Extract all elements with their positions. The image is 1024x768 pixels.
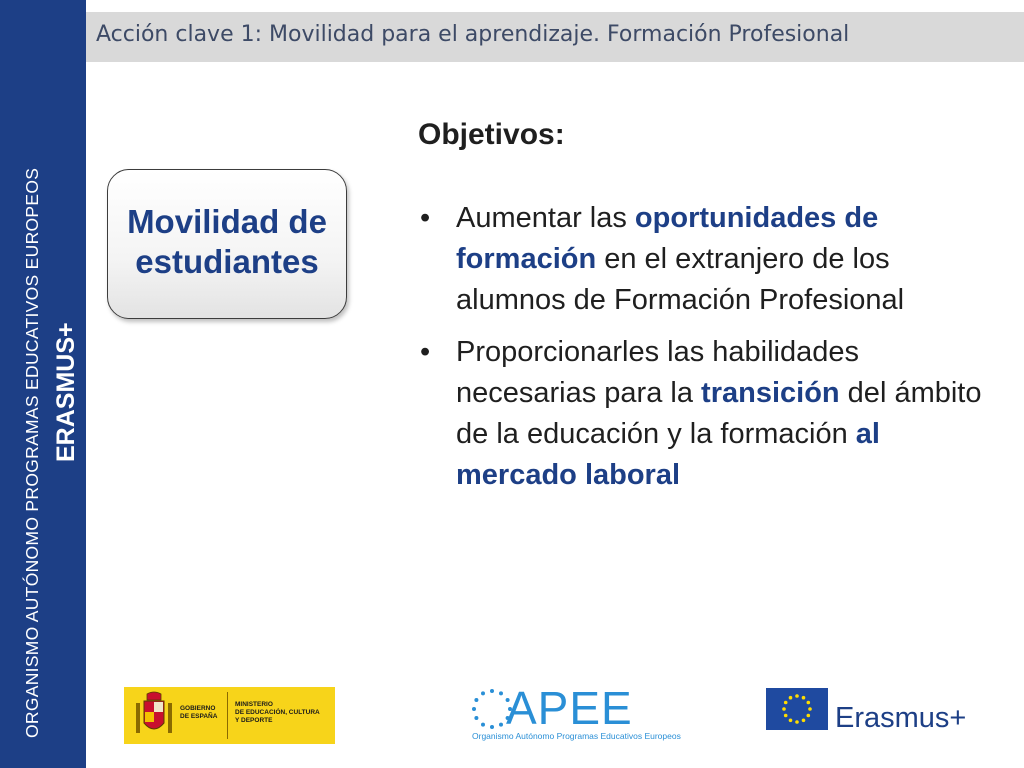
oapee-wordmark: APEE bbox=[506, 682, 633, 734]
sidebar-org-text: ORGANISMO AUTÓNOMO PROGRAMAS EDUCATIVOS EUROPEOS bbox=[22, 167, 42, 738]
objective-text: Aumentar las bbox=[456, 202, 635, 234]
eu-flag-icon bbox=[766, 688, 828, 730]
page-title: Acción clave 1: Movilidad para el aprendizaje. Formación Profesional bbox=[96, 22, 850, 47]
objective-text: Proporcionarles las habilidades necesarias para la bbox=[456, 336, 860, 409]
objective-emphasis: al mercado laboral bbox=[456, 418, 880, 491]
objective-text: del ámbito de la educación y la formación bbox=[456, 377, 982, 450]
sidebar-band bbox=[0, 0, 86, 768]
bullet-icon: • bbox=[420, 336, 431, 368]
ministerio-text: MINISTERIO DE EDUCACIÓN, CULTURA Y DEPORTE bbox=[235, 701, 320, 724]
gobierno-text: GOBIERNO DE ESPAÑA bbox=[180, 705, 218, 720]
objective-emphasis: oportunidades de formación bbox=[456, 202, 879, 275]
bullet-icon: • bbox=[420, 202, 431, 234]
objective-item bbox=[418, 332, 998, 496]
gobierno-logo bbox=[124, 687, 335, 744]
erasmus-logo bbox=[766, 688, 986, 738]
coat-of-arms-icon bbox=[134, 691, 174, 741]
oapee-subtitle: Organismo Autónomo Programas Educativos Europeos bbox=[472, 731, 681, 741]
erasmus-wordmark: Erasmus+ bbox=[835, 702, 967, 734]
objective-emphasis: transición bbox=[701, 377, 840, 409]
oapee-logo bbox=[470, 682, 681, 745]
objectives-heading: Objetivos: bbox=[418, 118, 565, 151]
topic-box bbox=[107, 169, 347, 319]
logo-divider bbox=[227, 692, 228, 739]
topic-box-label: Movilidad de estudiantes bbox=[127, 203, 327, 280]
objective-item bbox=[418, 198, 998, 321]
sidebar-program-text: ERASMUS+ bbox=[52, 322, 80, 462]
objective-text: en el extranjero de los alumnos de Formación Profesional bbox=[456, 243, 905, 316]
title-bar bbox=[86, 12, 1024, 62]
objectives-list bbox=[418, 198, 998, 507]
